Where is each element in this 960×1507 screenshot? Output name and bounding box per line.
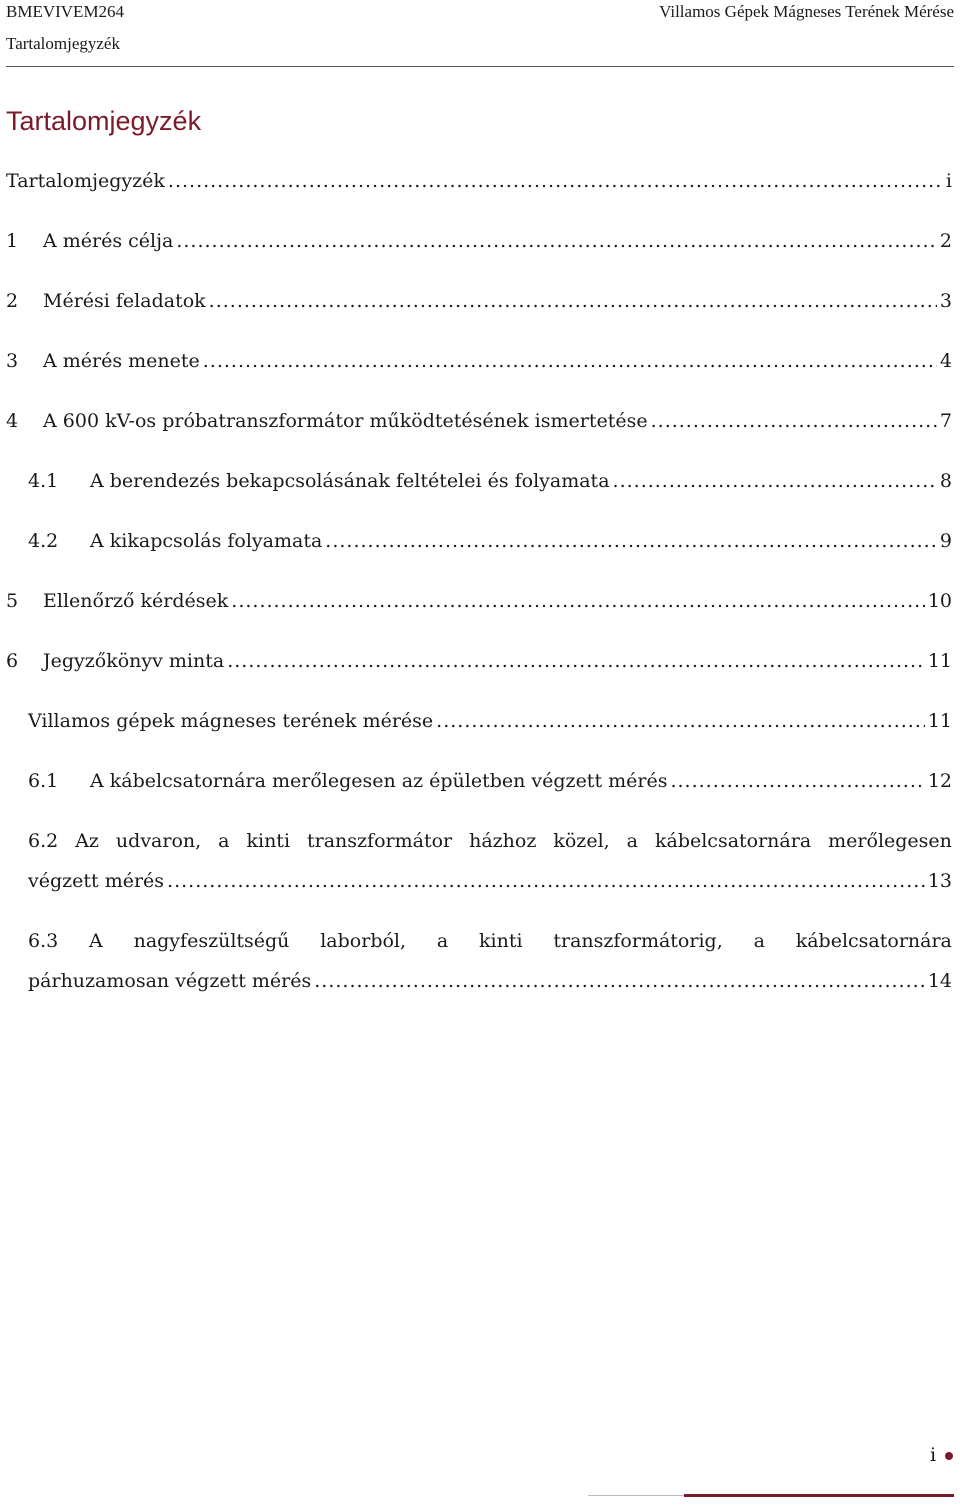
leader-dots <box>209 290 937 312</box>
leader-dots <box>231 590 925 612</box>
toc-entry-number: 1 <box>6 230 19 252</box>
toc-entry-contents[interactable] <box>6 170 952 200</box>
footer-bullet-icon <box>945 1452 953 1460</box>
toc-entry-page: 7 <box>939 410 952 432</box>
toc-entry-title-line <box>28 930 952 970</box>
toc-entry-page: 9 <box>939 530 952 552</box>
title-word: a <box>626 830 638 852</box>
toc-entry-number: 6.2 <box>28 830 59 852</box>
toc-entry-title: párhuzamosan végzett mérés <box>28 970 312 992</box>
title-word: kábelcsatornára <box>795 930 952 952</box>
leader-dots <box>168 170 943 192</box>
toc-entry-number: 4.1 <box>28 470 59 492</box>
leader-dots <box>167 870 925 892</box>
leader-dots <box>613 470 937 492</box>
toc-entry-page: i <box>945 170 952 192</box>
header-section: Tartalomjegyzék <box>6 34 120 53</box>
toc-entry-title: A kikapcsolás folyamata <box>90 530 323 552</box>
title-word: transzformátor <box>307 830 453 852</box>
leader-dots <box>176 230 937 252</box>
toc-entry-title: A mérés menete <box>43 350 200 372</box>
toc-entry-title-line <box>28 830 952 870</box>
toc-entry-3[interactable] <box>6 350 952 380</box>
toc-entry-page: 10 <box>927 590 952 612</box>
title-word: a <box>753 930 765 952</box>
toc-entry-number: 2 <box>6 290 19 312</box>
toc-entry-number: 4 <box>6 410 19 432</box>
toc-entry-title: A kábelcsatornára merőlegesen az épületben végzett mérés <box>90 770 668 792</box>
toc-entry-title: Villamos gépek mágneses terének mérése <box>28 710 434 732</box>
toc-entry-page: 8 <box>939 470 952 492</box>
course-code: BMEVIVEM264 <box>6 2 125 21</box>
toc-heading: Tartalomjegyzék <box>6 106 202 136</box>
toc-entry-number: 5 <box>6 590 19 612</box>
toc-entry-page: 11 <box>927 710 952 732</box>
leader-dots <box>203 350 937 372</box>
toc-entry-number: 6 <box>6 650 19 672</box>
toc-entry-title: Mérési feladatok <box>43 290 206 312</box>
title-word: a <box>218 830 230 852</box>
toc-entry-number: 6.1 <box>28 770 59 792</box>
toc-entry-6-2[interactable] <box>28 830 952 900</box>
toc-entry-4-1[interactable] <box>28 470 952 500</box>
toc-entry-2[interactable] <box>6 290 952 320</box>
title-word: kábelcsatornára <box>654 830 812 852</box>
toc-entry-page: 2 <box>939 230 952 252</box>
toc-entry-page: 14 <box>927 970 952 992</box>
title-word: merőlegesen <box>828 830 952 852</box>
toc-entry-1[interactable] <box>6 230 952 260</box>
toc-entry-title: végzett mérés <box>28 870 165 892</box>
toc-entry-page: 11 <box>927 650 952 672</box>
title-word: kinti <box>246 830 291 852</box>
toc-entry-number: 4.2 <box>28 530 59 552</box>
toc-entry-title: A 600 kV-os próbatranszformátor működtetésének ismertetése <box>43 410 648 432</box>
toc-entry-page: 12 <box>927 770 952 792</box>
title-word: kinti <box>479 930 523 952</box>
toc-entry-6-1[interactable] <box>28 770 952 800</box>
toc-entry-page: 13 <box>927 870 952 892</box>
page-header <box>6 0 954 67</box>
toc-entry-4[interactable] <box>6 410 952 440</box>
leader-dots <box>670 770 924 792</box>
toc-entry-6[interactable] <box>6 650 952 680</box>
toc-entry-title-continuation <box>28 870 952 900</box>
footer-page-number: i <box>930 1444 937 1466</box>
toc-entry-record-title[interactable] <box>28 710 952 740</box>
toc-entry-5[interactable] <box>6 590 952 620</box>
title-word: A <box>89 930 103 952</box>
toc-entry-title: Ellenőrző kérdések <box>43 590 229 612</box>
toc-entry-4-2[interactable] <box>28 530 952 560</box>
leader-dots <box>325 530 937 552</box>
toc-entry-number: 6.3 <box>28 930 59 952</box>
toc-entry-title: A mérés célja <box>43 230 174 252</box>
toc-entry-title: Tartalomjegyzék <box>6 170 165 192</box>
toc-entry-title: Jegyzőkönyv minta <box>43 650 225 672</box>
title-word: házhoz <box>469 830 537 852</box>
leader-dots <box>227 650 925 672</box>
title-word: Az <box>75 830 99 852</box>
title-word: udvaron, <box>115 830 202 852</box>
document-title: Villamos Gépek Mágneses Terének Mérése <box>659 2 954 21</box>
title-word: nagyfeszültségű <box>133 930 290 952</box>
title-word: laborból, <box>320 930 407 952</box>
toc-entry-title-continuation <box>28 970 952 1000</box>
footer-accent-rule <box>684 1494 954 1497</box>
toc-entry-number: 3 <box>6 350 19 372</box>
toc-entry-title: A berendezés bekapcsolásának feltételei és folyamata <box>90 470 610 492</box>
toc-entry-6-3[interactable] <box>28 930 952 1000</box>
toc-entry-page: 3 <box>939 290 952 312</box>
leader-dots <box>651 410 937 432</box>
title-word: a <box>436 930 449 952</box>
leader-dots <box>314 970 925 992</box>
toc-entry-page: 4 <box>939 350 952 372</box>
title-word: transzformátorig, <box>553 930 723 952</box>
title-word: közel, <box>553 830 610 852</box>
leader-dots <box>436 710 925 732</box>
